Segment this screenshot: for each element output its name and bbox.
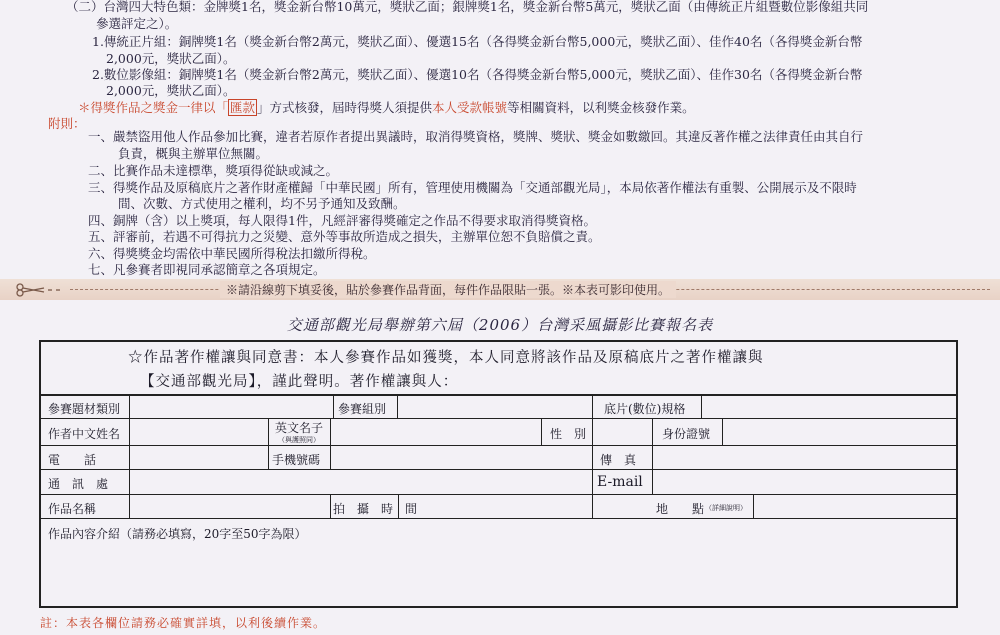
payment-note-a: ＊得獎作品之獎金一律以「	[78, 100, 229, 115]
copyright-declaration-line-2: 【交通部觀光局】，謹此聲明。著作權讓與人：	[140, 374, 459, 390]
rules-line-6: 2,000元，獎狀乙面）。	[106, 83, 236, 98]
appendix-item: 間、次數、方式使用之權利，均不另予通知及致酬。	[118, 196, 406, 211]
label-chinese-name: 作者中文姓名	[48, 427, 121, 441]
label-english-name: 英文名子	[275, 421, 324, 435]
gender-input[interactable]	[593, 419, 651, 444]
label-place-note: （詳細說明）	[705, 504, 747, 512]
appendix-item: 六、得獎獎金均需依中華民國所得稅法扣繳所得稅。	[88, 246, 376, 261]
chinese-name-input[interactable]	[130, 419, 267, 444]
address-input[interactable]	[130, 470, 591, 493]
payment-note-c: 」方式核發，屆時得獎人須提供	[257, 100, 433, 115]
label-email: E-mail	[597, 474, 643, 490]
label-fax: 傳 真	[600, 453, 637, 467]
film-spec-input[interactable]	[702, 395, 957, 417]
payment-note-b: 匯款	[230, 100, 256, 115]
payment-note	[78, 99, 695, 116]
form-title: 交通部觀光局舉辦第六屆（2006）台灣采風攝影比賽報名表	[286, 316, 714, 334]
appendix-item: 五、評審前，若遇不可得抗力之災變、意外等事故所造成之損失，主辦單位恕不負賠償之責。	[88, 229, 601, 244]
label-english-name-note: （與護照同）	[278, 436, 320, 444]
place-input[interactable]	[754, 495, 957, 517]
id-number-input[interactable]	[723, 419, 957, 444]
phone-input[interactable]	[130, 446, 267, 468]
label-address: 通 訊 處	[48, 477, 109, 491]
mobile-input[interactable]	[331, 446, 591, 468]
label-id-number: 身份證號	[662, 427, 711, 441]
payment-note-e: 等相關資料，以利獎金核發作業。	[507, 100, 695, 115]
rules-line-1: （二）台灣四大特色類：金牌獎1名，獎金新台幣10萬元，獎狀乙面；銀牌獎1名，獎金新台幣5萬元，獎狀乙面（由傳統正片組暨數位影像組共同	[66, 0, 869, 14]
work-name-input[interactable]	[130, 495, 329, 517]
label-phone: 電 話	[48, 453, 97, 467]
payment-note-d: 本人受款帳號	[432, 100, 508, 115]
label-film-spec: 底片(數位)規格	[604, 402, 686, 416]
work-intro-textarea[interactable]	[41, 542, 956, 606]
category-input[interactable]	[130, 395, 332, 417]
label-group: 參賽組別	[338, 402, 387, 416]
cut-notice: ※請沿線剪下填妥後，貼於參賽作品背面，每件作品限貼一張。※本表可影印使用。	[220, 281, 676, 298]
label-work-intro: 作品內容介紹（請務必填寫，20字至50字為限）	[48, 527, 307, 541]
appendix-item: 七、凡參賽者即視同承認簡章之各項規定。	[88, 262, 326, 277]
label-category: 參賽題材類別	[48, 402, 121, 416]
copyright-declaration-line-1: ☆作品著作權讓與同意書：本人參賽作品如獲獎，本人同意將該作品及原稿底片之著作權讓與	[128, 350, 764, 366]
appendix-item: 一、嚴禁盜用他人作品參加比賽，違者若原作者提出異議時，取消得獎資格，獎牌、獎狀、獎金如數繳回。其違反著作權之法律責任由其自行	[88, 129, 864, 144]
rules-line-3: 1.傳統正片組：銅牌獎1名（獎金新台幣2萬元，獎狀乙面）、優選15名（各得獎金新台幣5,000元，獎狀乙面）、佳作40名（各得獎金新台幣	[92, 34, 863, 49]
rules-line-5: 2.數位影像組：銅牌獎1名（獎金新台幣2萬元，獎狀乙面）、優選10名（各得獎金新台幣5,000元，獎狀乙面）、佳作30名（各得獎金新台幣	[92, 67, 863, 82]
group-input[interactable]	[398, 395, 591, 417]
scissors-icon	[14, 283, 64, 297]
appendix-item: 負責，概與主辦單位無關。	[118, 146, 269, 161]
english-name-input[interactable]	[331, 419, 540, 444]
fax-input[interactable]	[653, 446, 957, 468]
appendix-item: 二、比賽作品未達標準，獎項得從缺或減之。	[88, 163, 339, 178]
email-input[interactable]	[653, 470, 957, 493]
cut-band	[0, 279, 1000, 300]
shoot-time-input[interactable]	[399, 495, 591, 517]
label-shoot-time: 拍 攝 時 間	[333, 502, 418, 516]
label-gender: 性 別	[550, 427, 587, 441]
appendix-item: 四、銅牌（含）以上獎項，每人限得1件，凡經評審得獎確定之作品不得要求取消得獎資格。	[88, 213, 596, 228]
label-mobile: 手機號碼	[272, 453, 321, 467]
label-work-name: 作品名稱	[48, 502, 97, 516]
footnote: 註：本表各欄位請務必確實詳填，以利後續作業。	[40, 616, 327, 630]
appendix-title: 附則：	[48, 116, 86, 131]
label-place: 地 點	[656, 502, 705, 516]
rules-line-4: 2,000元，獎狀乙面）。	[106, 51, 236, 66]
rules-line-2: 參選評定之）。	[96, 16, 178, 31]
appendix-item: 三、得獎作品及原稿底片之著作財產權歸「中華民國」所有，管理使用機關為「交通部觀光局」，本局依著作權法有重製、公開展示及不限時	[88, 180, 857, 195]
